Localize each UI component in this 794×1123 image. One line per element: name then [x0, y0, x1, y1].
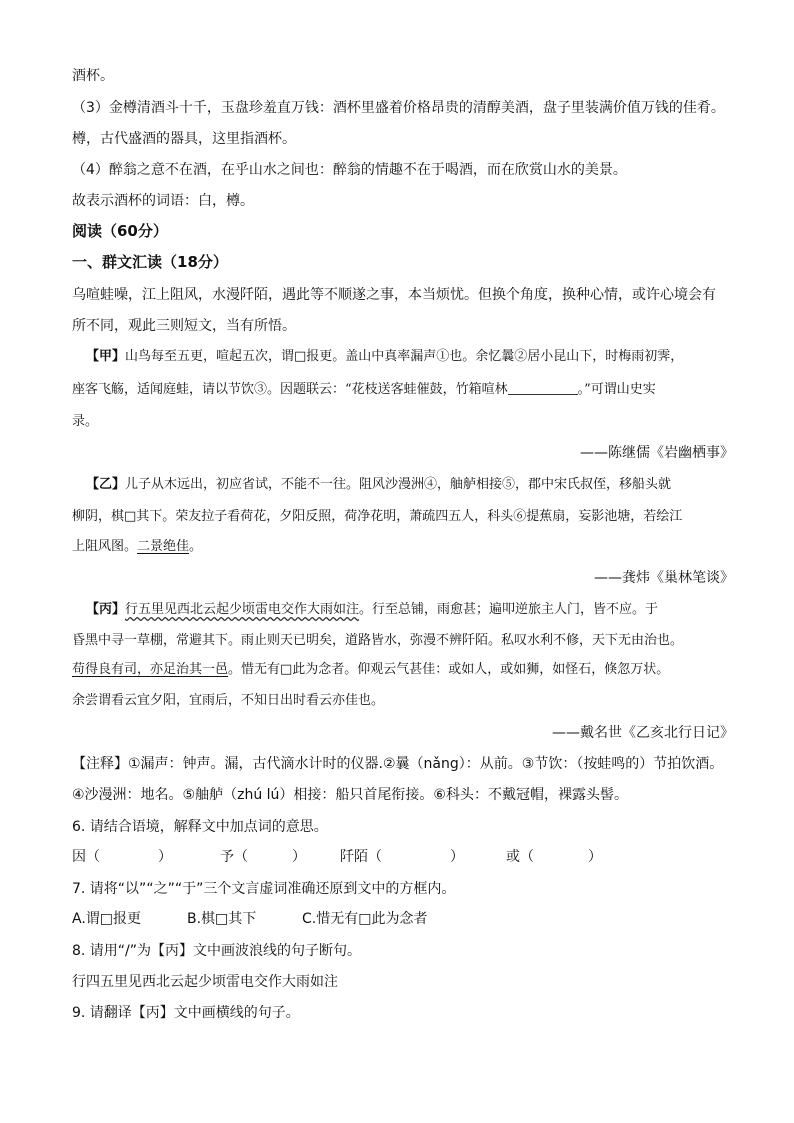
passage-bing-line-2: 昏黑中寻一草棚，常避其下。雨止则天已明矣，道路皆水，弥漫不辨阡陌。私叹水利不修，天下无由治也。 [72, 633, 684, 648]
notes-line-1: 【注释】①漏声：钟声。漏，古代滴水计时的仪器.②曩（nǎng）：从前。③节饮：（按蛙鸣的）节拍饮酒。 [72, 756, 724, 772]
notes-line-2: ④沙漫洲：地名。⑤舳舻（zhú lú）相接：船只首尾衔接。⑥科头：不戴冠帽，裸露头髻。 [72, 787, 628, 803]
passage-jia-text-2a: 座客飞觞，适闻庭蛙，请以节饮③。因题联云：“花枝送客蛙催鼓，竹箱喧林 [72, 382, 508, 397]
passage-jia-citation: ——陈继儒《岩幽栖事》 [580, 445, 734, 461]
passage-bing-text-1b: 。行至总铺，雨愈甚；遍叩逆旅主人门，皆不应。于 [359, 602, 659, 617]
question-8: 8. 请用“/”为【丙】文中画波浪线的句子断句。 [72, 943, 362, 959]
intro-line-2: （3）金樽清酒斗十千，玉盘珍羞直万钱：酒杯里盛着价格昂贵的清醇美酒，盘子里装满价值万钱的佳肴。 [72, 100, 725, 116]
lead-line-1: 乌喧蛙噪，江上阻风，水漫阡陌，遇此等不顺遂之事，本当烦忧。但换个角度，换种心情，或许心境会有 [72, 287, 716, 303]
intro-line-3: 樽，古代盛酒的器具，这里指酒杯。 [72, 131, 296, 147]
question-8-text: 行四五里见西北云起少顷雷电交作大雨如注 [72, 974, 338, 990]
q6-blank-1-open: 因（ [72, 849, 100, 865]
passage-bing-line-3 [72, 660, 734, 680]
intro-line-4: （4）醉翁之意不在酒，在乎山水之间也：醉翁的情趣不在于喝酒，而在欣赏山水的美景。 [72, 162, 627, 178]
passage-yi-citation: ——龚炜《巢林笔谈》 [594, 570, 734, 586]
q6-blank-2-close: ） [292, 849, 306, 865]
passage-yi-text-3c: 。 [189, 539, 203, 554]
section-title: 阅读（60分） [72, 222, 168, 240]
q6-blank-2-open: 予（ [220, 849, 248, 865]
question-6: 6. 请结合语境，解释文中加点词的意思。 [72, 819, 328, 835]
fill-in-blank [508, 380, 578, 395]
question-7: 7. 请将“以”“之”“于”三个文言虚词准确还原到文中的方框内。 [72, 881, 456, 897]
lead-line-2: 所不同，观此三则短文，当有所悟。 [72, 318, 296, 334]
question-9: 9. 请翻译【丙】文中画横线的句子。 [72, 1005, 300, 1021]
question-6-answer-row [72, 847, 734, 867]
q7-option-a: A.谓□报更 [72, 911, 142, 927]
passage-bing-citation: ——戴名世《乙亥北行日记》 [552, 725, 734, 741]
passage-yi-line-3 [72, 537, 734, 557]
q6-blank-4-close: ） [588, 849, 602, 865]
passage-yi-line-1 [72, 475, 734, 495]
q6-blank-3-open: 阡陌（ [340, 849, 382, 865]
passage-bing-line-4: 余尝谓看云宜夕阳，宜雨后，不知日出时看云亦佳也。 [72, 693, 385, 708]
question-7-options [72, 909, 734, 929]
q6-blank-3-close: ） [450, 849, 464, 865]
passage-yi-text-1: 儿子从木远出，初应省试，不能不一往。阻风沙漫洲④，舳舻相接⑤，郡中宋氏叔侄，移船头就 [125, 477, 672, 492]
passage-bing-label: 【丙】 [86, 602, 126, 617]
intro-line-1: 酒杯。 [72, 68, 114, 84]
passage-bing-underlined-sentence: 苟得良有司，亦足治其一邑 [72, 662, 229, 677]
passage-yi-line-2: 柳阴，棋□其下。荣友拉子看荷花，夕阳反照，荷净花明，萧疏四五人，科头⑥提蕉扇，妄影池塘，若绘江 [72, 509, 683, 524]
q6-blank-1-close: ） [158, 849, 172, 865]
intro-line-5: 故表示酒杯的词语：白，樽。 [72, 193, 254, 209]
passage-jia-text-1: 山鸟每至五更，喧起五次，谓□报更。盖山中真率漏声①也。余忆曩②居小昆山下，时梅雨初霁， [125, 349, 684, 364]
passage-bing-wavy-sentence: 行五里见西北云起少顷雷电交作大雨如注 [125, 602, 360, 617]
passage-bing-line-1 [72, 600, 734, 620]
passage-yi-label: 【乙】 [86, 477, 126, 492]
passage-bing-text-3b: 。惜无有□此为念者。仰观云气甚佳：或如人，或如狮，如怪石，倏忽万状。 [228, 662, 670, 677]
section-subtitle: 一、群文汇读（18分） [72, 253, 228, 271]
passage-jia-text-2b: 。”可谓山史实 [577, 382, 656, 397]
passage-jia-label: 【甲】 [86, 349, 126, 364]
passage-jia-line-1 [72, 347, 734, 367]
q7-option-c: C.惜无有□此为念者 [302, 911, 428, 927]
passage-yi-underlined: 二景绝佳 [137, 539, 190, 554]
q7-option-b: B.棋□其下 [187, 911, 257, 927]
passage-jia-line-2 [72, 380, 734, 400]
passage-yi-text-3a: 上阻风图。 [72, 539, 138, 554]
passage-jia-line-3: 录。 [72, 414, 99, 429]
q6-blank-4-open: 或（ [506, 849, 534, 865]
